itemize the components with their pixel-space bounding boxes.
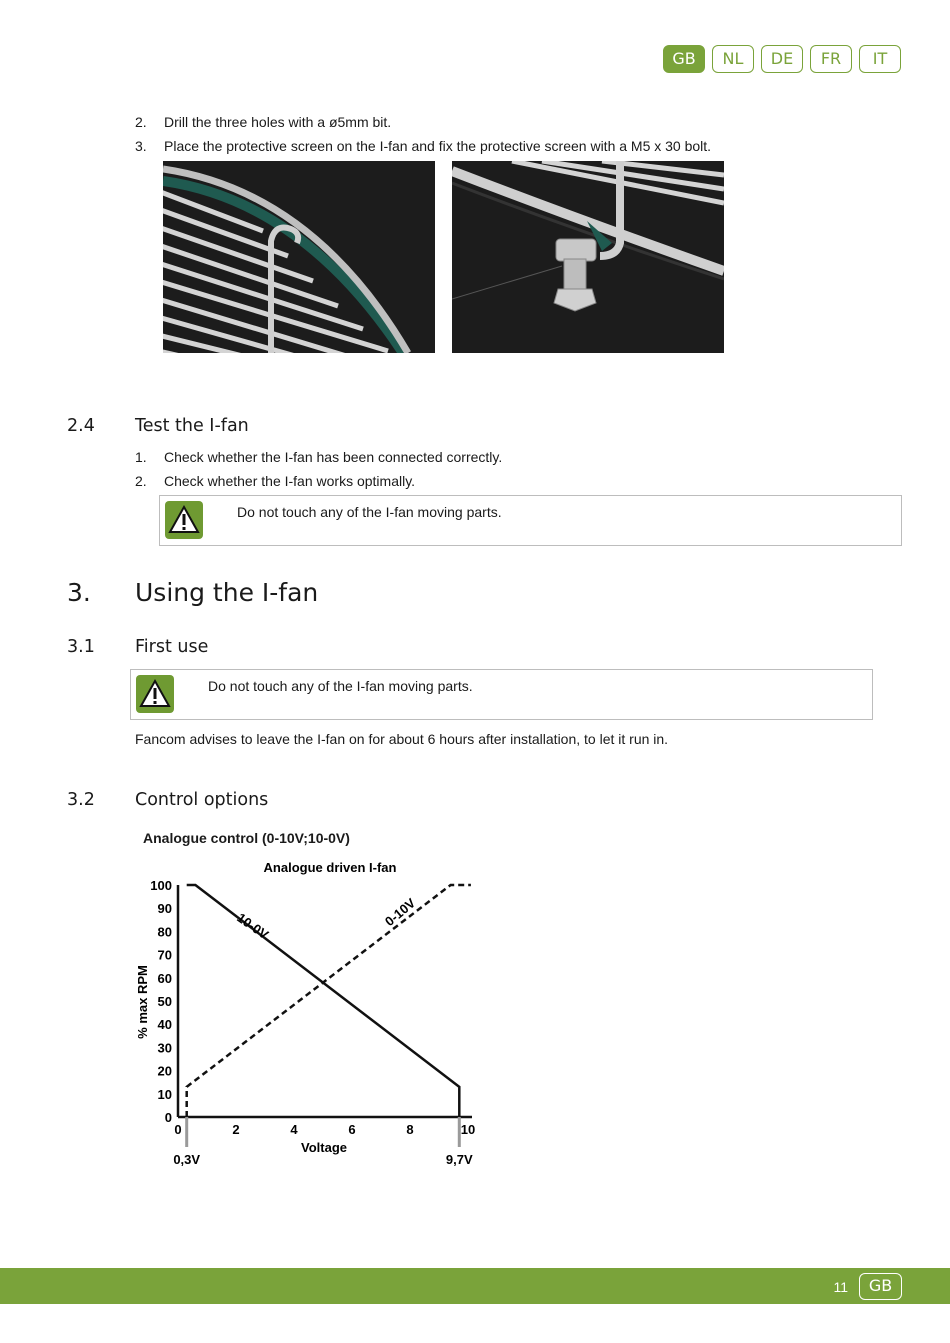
chart-caption: Analogue control (0-10V;10-0V)	[143, 830, 350, 846]
footer-lang-badge: GB	[859, 1273, 902, 1300]
lang-tab-it[interactable]: IT	[859, 45, 901, 73]
lang-tab-gb[interactable]: GB	[663, 45, 705, 73]
x-tick-label: 6	[348, 1122, 356, 1137]
y-tick-label: 20	[157, 1063, 172, 1079]
series-line-10-0V	[187, 885, 460, 1117]
y-tick-label: 0	[164, 1110, 172, 1125]
step-text: Check whether the I-fan works optimally.	[164, 473, 416, 489]
x-axis-label: Voltage	[301, 1140, 347, 1155]
section-3-2-title: Control options	[135, 790, 269, 810]
section-3-2-number: 3.2	[67, 790, 95, 810]
x-tick-label: 0	[174, 1122, 182, 1137]
lang-tab-fr[interactable]: FR	[810, 45, 852, 73]
install-step-2	[135, 114, 391, 130]
test-step-2	[135, 473, 415, 489]
y-tick-label: 60	[157, 970, 172, 986]
y-tick-label: 70	[157, 947, 172, 963]
series-label: 10-0V	[234, 909, 272, 943]
step-number: 2.	[135, 114, 147, 130]
install-step-3	[135, 138, 711, 154]
series-line-0-10V	[187, 885, 471, 1117]
analogue-chart	[120, 850, 490, 1175]
y-tick-label: 90	[157, 901, 172, 917]
voltage-marker-label: 9,7V	[445, 1152, 473, 1167]
lang-tab-nl[interactable]: NL	[712, 45, 754, 73]
y-tick-label: 100	[150, 878, 172, 893]
step-text: Place the protective screen on the I-fan and fix the protective screen with a M5 x 30 bolt.	[164, 138, 712, 154]
y-axis-label: % max RPM	[135, 965, 150, 1039]
step-number: 1.	[135, 449, 147, 465]
test-step-1	[135, 449, 502, 465]
lang-tab-de[interactable]: DE	[761, 45, 803, 73]
warning-box-3-1	[130, 669, 873, 720]
x-tick-label: 8	[406, 1122, 414, 1137]
section-3-1-title: First use	[135, 637, 209, 657]
language-selector	[663, 45, 901, 73]
warning-text: Do not touch any of the I-fan moving parts.	[208, 678, 473, 694]
step-text: Check whether the I-fan has been connected correctly.	[164, 449, 503, 465]
x-tick-labels	[174, 1122, 475, 1137]
series-layer	[187, 885, 471, 1117]
y-tick-label: 80	[157, 924, 172, 940]
voltage-marker-label: 0,3V	[173, 1152, 201, 1167]
protective-screen-photo-1	[163, 161, 435, 353]
y-tick-labels	[150, 878, 172, 1125]
page-number: 11	[833, 1279, 848, 1295]
section-3-1-number: 3.1	[67, 637, 95, 657]
warning-box-2-4	[159, 495, 902, 546]
grille-illustration	[163, 161, 435, 353]
warning-icon	[136, 675, 174, 713]
x-tick-label: 4	[290, 1122, 298, 1137]
protective-screen-photo-2	[452, 161, 724, 353]
section-2-4-number: 2.4	[67, 416, 95, 436]
section-2-4-title: Test the I-fan	[135, 416, 249, 436]
y-tick-label: 10	[157, 1086, 172, 1102]
x-tick-label: 2	[232, 1122, 240, 1137]
series-label: 0-10V	[381, 895, 419, 930]
step-number: 2.	[135, 473, 147, 489]
chart-title: Analogue driven I-fan	[263, 860, 397, 875]
warning-text: Do not touch any of the I-fan moving parts.	[237, 504, 502, 520]
footer-bar	[0, 1268, 950, 1304]
warning-icon	[165, 501, 203, 539]
x-tick-label: 10	[460, 1122, 476, 1137]
chapter-3-title: Using the I-fan	[135, 578, 319, 607]
y-tick-label: 40	[157, 1017, 172, 1033]
chapter-3-number: 3.	[67, 578, 91, 607]
y-tick-label: 30	[157, 1040, 172, 1056]
y-tick-label: 50	[157, 994, 172, 1009]
step-number: 3.	[135, 138, 147, 154]
run-in-paragraph: Fancom advises to leave the I-fan on for about 6 hours after installation, to let it run in.	[135, 731, 669, 747]
step-text: Drill the three holes with a ø5mm bit.	[164, 114, 392, 130]
bolt-illustration	[452, 161, 724, 353]
